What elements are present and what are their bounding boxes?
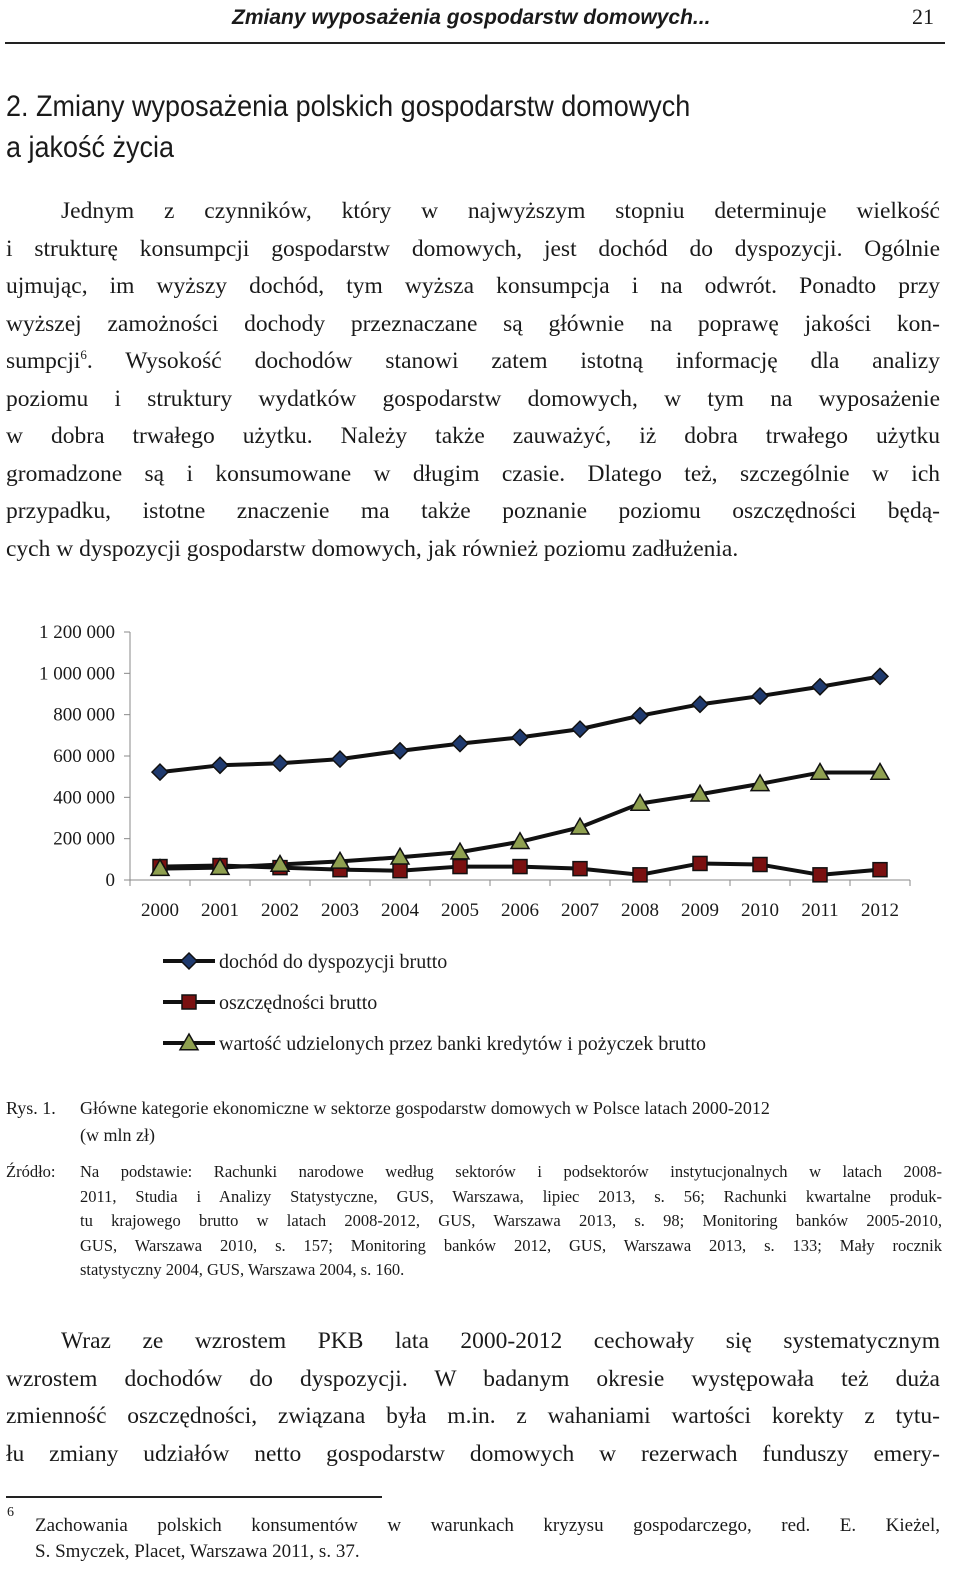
figure-label: Rys. 1. bbox=[6, 1098, 56, 1118]
paragraph-line: cych w dyspozycji gospodarstw domowych, jak również poziomu zadłużenia. bbox=[6, 535, 739, 562]
chart-legend bbox=[163, 951, 706, 1055]
source-label: Źródło: bbox=[6, 1162, 56, 1181]
legend-marker bbox=[181, 953, 197, 969]
series-line-1 bbox=[160, 676, 880, 772]
footnote-text bbox=[35, 1513, 940, 1565]
data-point-1 bbox=[812, 679, 828, 695]
source-line: tu krajowego brutto w latach 2008-2012, GUS, Warszawa 2013, s. 98; Monitoring banków 2005-2010, bbox=[80, 1211, 942, 1230]
data-point-1 bbox=[272, 755, 288, 771]
y-tick-label: 0 bbox=[105, 870, 115, 891]
y-tick-label: 1 200 000 bbox=[39, 622, 115, 643]
source-line: statystyczny 2004, GUS, Warszawa 2004, s. 160. bbox=[80, 1260, 405, 1279]
data-point-1 bbox=[512, 729, 528, 745]
data-point-2 bbox=[753, 858, 767, 872]
footnote-line: S. Smyczek, Placet, Warszawa 2011, s. 37. bbox=[35, 1541, 360, 1562]
data-point-2 bbox=[393, 864, 407, 878]
x-tick-label: 2006 bbox=[501, 900, 539, 921]
paragraph-line: Wraz ze wzrostem PKB lata 2000-2012 cechowały się systematycznym bbox=[61, 1328, 940, 1354]
legend-label: dochód do dyspozycji brutto bbox=[219, 951, 448, 973]
x-tick-label: 2001 bbox=[201, 900, 239, 921]
data-point-1 bbox=[692, 696, 708, 712]
data-point-2 bbox=[453, 860, 467, 874]
x-tick-label: 2010 bbox=[741, 900, 779, 921]
x-tick-label: 2007 bbox=[561, 900, 599, 921]
source-line: 2011, Studia i Analizy Statystyczne, GUS, Warszawa, lipiec 2013, s. 56; Rachunki kwartalne produk- bbox=[80, 1186, 942, 1206]
x-tick-label: 2004 bbox=[381, 900, 419, 921]
x-tick-label: 2012 bbox=[861, 900, 899, 921]
y-tick-label: 400 000 bbox=[53, 787, 115, 809]
footnote-line: Zachowania polskich konsumentów w warunkach kryzysu gospodarczego, red. E. Kieżel, bbox=[35, 1515, 940, 1536]
paragraph-line: wyższej zamożności dochody przeznaczane są głównie na poprawę jakości kon- bbox=[6, 310, 940, 337]
data-point-1 bbox=[452, 736, 468, 752]
chart-series-group bbox=[151, 668, 889, 881]
paragraph-line: Jednym z czynników, który w najwyższym stopniu determinuje wielkość bbox=[61, 198, 940, 224]
paragraph-line: poziomu i struktury wydatków gospodarstw domowych, w tym na wyposażenie bbox=[6, 385, 940, 412]
x-tick-label: 2009 bbox=[681, 900, 719, 921]
source-line: Na podstawie: Rachunki narodowe według sektorów i podsektorów instytucjonalnych w latach 2008- bbox=[80, 1162, 942, 1181]
paragraph-line: i strukturę konsumpcji gospodarstw domowych, jest dochód do dyspozycji. Ogólnie bbox=[6, 235, 940, 262]
paragraph-line: wzrostem dochodów do dyspozycji. W badanym okresie występowała też duża bbox=[6, 1365, 940, 1392]
legend-label: wartość udzielonych przez banki kredytów i pożyczek brutto bbox=[219, 1033, 707, 1055]
figure-caption bbox=[80, 1095, 942, 1149]
data-point-1 bbox=[632, 708, 648, 724]
series-line-3 bbox=[160, 773, 880, 869]
data-point-2 bbox=[513, 860, 527, 874]
figure-caption-line: Główne kategorie ekonomiczne w sektorze gospodarstw domowych w Polsce latach 2000-2012 bbox=[80, 1098, 770, 1118]
data-point-2 bbox=[873, 863, 887, 877]
legend-label: oszczędności brutto bbox=[219, 992, 378, 1014]
x-tick-label: 2000 bbox=[141, 900, 179, 921]
footnote-rule bbox=[6, 1496, 382, 1498]
paragraph-line: łu zmiany udziałów netto gospodarstw domowych w rezerwach funduszy emery- bbox=[6, 1440, 940, 1467]
data-point-2 bbox=[633, 868, 647, 882]
running-header-title: Zmiany wyposażenia gospodarstw domowych... bbox=[232, 6, 711, 29]
figure-caption-line: (w mln zł) bbox=[80, 1125, 155, 1145]
page-number: 21 bbox=[912, 4, 934, 29]
y-tick-label: 600 000 bbox=[53, 746, 115, 767]
source-line: GUS, Warszawa 2010, s. 157; Monitoring banków 2012, GUS, Warszawa 2013, s. 133; Mały rocznik bbox=[80, 1235, 942, 1255]
y-tick-label: 800 000 bbox=[53, 704, 115, 726]
source-text bbox=[80, 1160, 942, 1283]
y-tick-label: 200 000 bbox=[53, 828, 115, 850]
x-tick-label: 2003 bbox=[321, 900, 359, 921]
data-point-1 bbox=[212, 757, 228, 773]
paragraph-line: zmienność oszczędności, związana była m.in. z wahaniami wartości korekty z tytu- bbox=[6, 1403, 940, 1429]
data-point-2 bbox=[573, 862, 587, 876]
paragraph-fragment: . Wysokość dochodów stanowi zatem istotną informację dla analizy bbox=[86, 348, 940, 374]
data-point-1 bbox=[332, 751, 348, 767]
data-point-1 bbox=[752, 688, 768, 704]
section-heading bbox=[6, 86, 690, 168]
paragraph-fragment: sumpcji bbox=[6, 348, 81, 374]
data-point-1 bbox=[872, 668, 888, 684]
paragraph-line: ujmując, im wyższy dochód, tym wyższa konsumpcja i na odwrót. Ponadto przy bbox=[6, 273, 940, 299]
data-point-2 bbox=[813, 868, 827, 882]
data-point-2 bbox=[693, 856, 707, 870]
data-point-1 bbox=[152, 764, 168, 780]
paragraph-line: w dobra trwałego użytku. Należy także zauważyć, iż dobra trwałego użytku bbox=[6, 423, 940, 449]
y-tick-label: 1 000 000 bbox=[39, 663, 115, 685]
data-point-1 bbox=[392, 743, 408, 759]
x-tick-label: 2002 bbox=[261, 900, 299, 921]
x-tick-label: 2005 bbox=[441, 900, 479, 921]
section-heading-line: a jakość życia bbox=[6, 131, 175, 164]
footnote-reference[interactable]: 6 bbox=[80, 347, 87, 363]
x-tick-label: 2011 bbox=[801, 900, 839, 921]
footnote-mark: 6 bbox=[7, 1505, 14, 1520]
header-rule bbox=[5, 42, 945, 44]
body-paragraph-2 bbox=[6, 1323, 940, 1473]
paragraph-line-with-footnote bbox=[6, 343, 940, 381]
data-point-1 bbox=[572, 721, 588, 737]
paragraph-line: gromadzone są i konsumowane w długim czasie. Dlatego też, szczególnie w ich bbox=[6, 460, 940, 487]
paragraph-line: przypadku, istotne znaczenie ma także poznanie poziomu oszczędności będą- bbox=[6, 498, 940, 524]
section-heading-line: 2. Zmiany wyposażenia polskich gospodarstw domowych bbox=[6, 90, 691, 123]
legend-marker bbox=[182, 995, 196, 1009]
x-tick-label: 2008 bbox=[621, 900, 659, 921]
body-paragraph-1 bbox=[6, 193, 940, 568]
line-chart bbox=[0, 612, 960, 1082]
